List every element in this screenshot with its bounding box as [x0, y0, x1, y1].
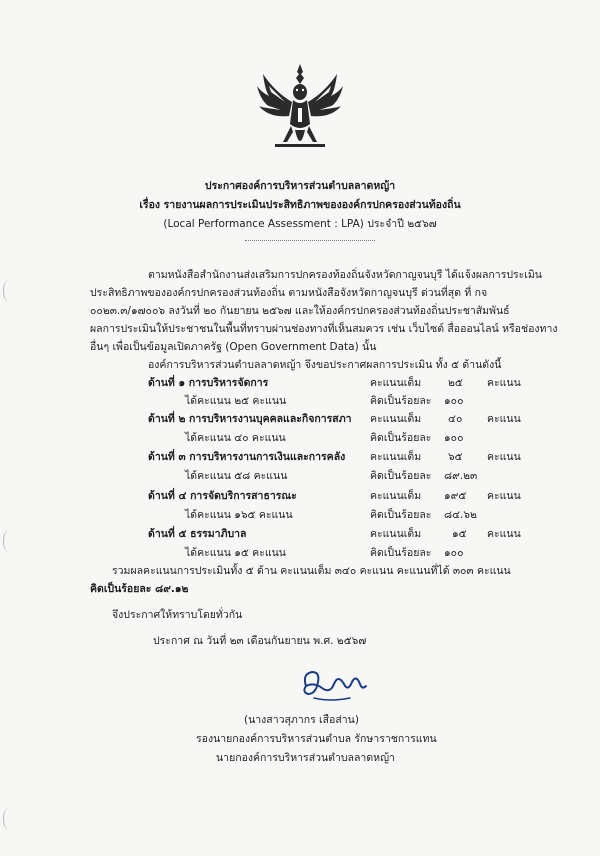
- aspect-row: [0, 376, 600, 390]
- binder-hole: [3, 808, 14, 830]
- announcement-title: ประกาศองค์การบริหารส่วนตำบลลาดหญ้า: [204, 180, 396, 192]
- paragraph-line: ประสิทธิภาพขององค์กรปกครองส่วนท้องถิ่น ตามหนังสือจังหวัดกาญจนบุรี ด่วนที่สุด ที่ กจ: [90, 287, 488, 299]
- full-score-value: ๖๕: [448, 451, 463, 463]
- percent-value: ๑๐๐: [444, 395, 464, 407]
- full-score-value: ๑๕: [452, 528, 467, 540]
- intro-line: องค์การบริหารส่วนตำบลลาดหญ้า จึงขอประกาศผลการประเมิน ทั้ง ๕ ด้านดังนี้: [148, 359, 502, 371]
- full-score-value: ๑๙๕: [444, 490, 467, 502]
- obtained-score: ได้คะแนน ๒๕ คะแนน: [185, 395, 287, 407]
- aspect-row: [0, 527, 600, 541]
- obtained-score: ได้คะแนน ๔๐ คะแนน: [185, 432, 286, 444]
- full-score-label: คะแนนเต็ม: [370, 490, 422, 502]
- score-unit: คะแนน: [487, 528, 521, 540]
- announcement-date: ประกาศ ณ วันที่ ๒๓ เดือนกันยายน พ.ศ. ๒๕๖๗: [153, 635, 367, 647]
- full-score-label: คะแนนเต็ม: [370, 413, 422, 425]
- percent-label: คิดเป็นร้อยละ: [370, 432, 432, 444]
- closing-line: จึงประกาศให้ทราบโดยทั่วกัน: [112, 609, 243, 621]
- percent-value: ๘๔.๖๒: [444, 509, 477, 521]
- obtained-score: ได้คะแนน ๑๖๕ คะแนน: [185, 509, 293, 521]
- aspect-title: ด้านที่ ๕ ธรรมาภิบาล: [148, 528, 247, 540]
- paragraph-line: ผลการประเมินให้ประชาชนในพื้นที่ทราบผ่านช่องทางที่เห็นสมควร เช่น เว็บไซต์ สื่อออนไลน์ หรือช่องทาง: [90, 323, 558, 335]
- paragraph-line: ๐๐๒๓.๓/๑๗๐๐๖ ลงวันที่ ๒๐ กันยายน ๒๕๖๗ และให้องค์กรปกครองส่วนท้องถิ่นประชาสัมพันธ์: [90, 305, 510, 317]
- signatory-position: รองนายกองค์การบริหารส่วนตำบล รักษาราชการแทน: [196, 733, 437, 745]
- score-unit: คะแนน: [487, 451, 521, 463]
- subject-line: เรื่อง รายงานผลการประเมินประสิทธิภาพขององค์กรปกครองส่วนท้องถิ่น: [139, 199, 461, 211]
- aspect-row: [0, 412, 600, 426]
- percent-label: คิดเป็นร้อยละ: [370, 395, 432, 407]
- full-score-value: ๔๐: [448, 413, 463, 425]
- percent-label: คิดเป็นร้อยละ: [370, 470, 432, 482]
- paragraph-line: อื่นๆ เพื่อเป็นข้อมูลเปิดภาครัฐ (Open Government Data) นั้น: [90, 341, 377, 353]
- aspect-result-row: [0, 546, 600, 560]
- aspect-row: [0, 489, 600, 503]
- percent-value: ๑๐๐: [444, 547, 464, 559]
- full-score-label: คะแนนเต็ม: [370, 377, 422, 389]
- percent-label: คิดเป็นร้อยละ: [370, 547, 432, 559]
- aspect-result-row: [0, 469, 600, 483]
- paragraph-line: ตามหนังสือสำนักงานส่งเสริมการปกครองท้องถิ่นจังหวัดกาญจนบุรี ได้แจ้งผลการประเมิน: [148, 269, 542, 281]
- summary-percent: คิดเป็นร้อยละ ๘๙.๑๒: [90, 583, 189, 595]
- score-unit: คะแนน: [487, 377, 521, 389]
- aspect-title: ด้านที่ ๓ การบริหารงานการเงินและการคลัง: [148, 451, 346, 463]
- score-unit: คะแนน: [487, 413, 521, 425]
- percent-label: คิดเป็นร้อยละ: [370, 509, 432, 521]
- signatory-name: (นางสาวสุภากร เสือส่าน): [244, 714, 359, 726]
- aspect-result-row: [0, 508, 600, 522]
- title-divider: [245, 240, 375, 241]
- obtained-score: ได้คะแนน ๕๘ คะแนน: [185, 470, 288, 482]
- aspect-row: [0, 450, 600, 464]
- percent-value: ๑๐๐: [444, 432, 464, 444]
- subject-line-english: (Local Performance Assessment : LPA) ประจำปี ๒๕๖๗: [163, 218, 437, 230]
- aspect-title: ด้านที่ ๒ การบริหารงานบุคคลและกิจการสภา: [148, 413, 352, 425]
- signature-mark: [300, 664, 370, 704]
- full-score-label: คะแนนเต็ม: [370, 451, 422, 463]
- percent-value: ๘๙.๒๓: [444, 470, 478, 482]
- summary-line: รวมผลคะแนนการประเมินทั้ง ๕ ด้าน คะแนนเต็ม ๓๔๐ คะแนน คะแนนที่ได้ ๓๐๓ คะแนน: [112, 565, 511, 577]
- aspect-result-row: [0, 394, 600, 408]
- aspect-title: ด้านที่ ๔ การจัดบริการสาธารณะ: [148, 490, 297, 502]
- garuda-emblem: [255, 62, 345, 154]
- aspect-result-row: [0, 431, 600, 445]
- full-score-value: ๒๕: [448, 377, 463, 389]
- aspect-title: ด้านที่ ๑ การบริหารจัดการ: [148, 377, 269, 389]
- obtained-score: ได้คะแนน ๑๕ คะแนน: [185, 547, 286, 559]
- binder-hole: [3, 280, 14, 302]
- full-score-label: คะแนนเต็ม: [370, 528, 422, 540]
- signatory-position: นายกองค์การบริหารส่วนตำบลลาดหญ้า: [216, 752, 395, 764]
- score-unit: คะแนน: [487, 490, 521, 502]
